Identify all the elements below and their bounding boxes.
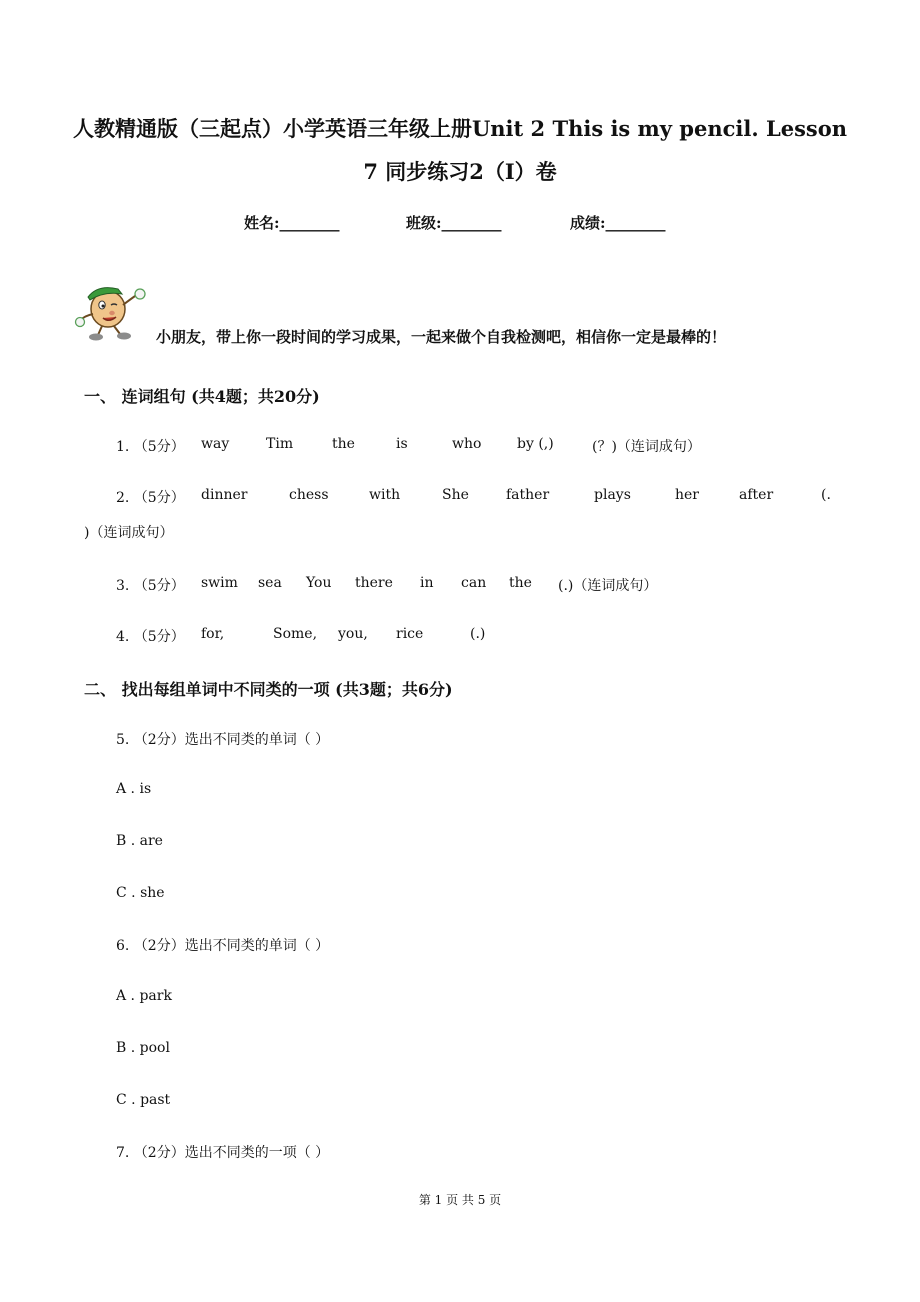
scrambled-word: who bbox=[452, 436, 482, 452]
page-footer: 第 1 页 共 5 页 bbox=[418, 1193, 502, 1207]
scrambled-word: Tim bbox=[266, 436, 294, 452]
name-field: 姓名:________ bbox=[244, 214, 340, 232]
question-number: 4. （5分） bbox=[116, 629, 185, 645]
scrambled-word: swim bbox=[201, 575, 238, 591]
section-heading: 二、 找出每组单词中不同类的一项 (共3题；共6分) bbox=[84, 680, 453, 699]
scrambled-word: after bbox=[739, 487, 774, 503]
question-number: 3. （5分） bbox=[116, 578, 185, 594]
scrambled-word: for, bbox=[201, 626, 225, 642]
scrambled-word: the bbox=[509, 575, 532, 591]
scrambled-word: plays bbox=[594, 487, 631, 503]
scrambled-word: Some, bbox=[273, 626, 318, 642]
option-c: C . past bbox=[116, 1092, 171, 1108]
intro-text: 小朋友，带上你一段时间的学习成果，一起来做个自我检测吧，相信你一定是最棒的！ bbox=[156, 328, 727, 346]
question-hint: (.)（连词成句） bbox=[558, 578, 658, 594]
question-1 bbox=[0, 436, 920, 456]
question-6-stem: 6. （2分）选出不同类的单词（ ） bbox=[116, 938, 330, 954]
score-field: 成绩:________ bbox=[570, 214, 666, 232]
scrambled-word: way bbox=[201, 436, 230, 452]
option-b: B . pool bbox=[116, 1040, 170, 1056]
scrambled-word: father bbox=[506, 487, 550, 503]
question-hint: (.) bbox=[470, 626, 486, 642]
scrambled-word: you, bbox=[338, 626, 368, 642]
scrambled-word: her bbox=[675, 487, 699, 503]
scrambled-word: there bbox=[355, 575, 393, 591]
question-2 bbox=[0, 487, 920, 507]
question-number: 1. （5分） bbox=[116, 439, 185, 455]
scrambled-word: You bbox=[306, 575, 332, 591]
option-b: B . are bbox=[116, 833, 163, 849]
scrambled-word: dinner bbox=[201, 487, 248, 503]
question-hint: (. bbox=[821, 487, 831, 503]
scrambled-word: She bbox=[442, 487, 469, 503]
scrambled-word: sea bbox=[258, 575, 282, 591]
scrambled-word: with bbox=[369, 487, 401, 503]
section-heading: 一、 连词组句 (共4题；共20分) bbox=[84, 387, 320, 406]
scrambled-word: the bbox=[332, 436, 355, 452]
scrambled-word: rice bbox=[396, 626, 424, 642]
scrambled-word: can bbox=[461, 575, 487, 591]
question-7-stem: 7. （2分）选出不同类的一项（ ） bbox=[116, 1145, 330, 1161]
cartoon-mascot-icon bbox=[74, 280, 152, 342]
option-a: A . park bbox=[116, 988, 172, 1004]
option-c: C . she bbox=[116, 885, 165, 901]
question-2-continuation: )（连词成句） bbox=[84, 525, 174, 541]
question-5-stem: 5. （2分）选出不同类的单词（ ） bbox=[116, 732, 330, 748]
question-4 bbox=[0, 626, 920, 646]
scrambled-word: is bbox=[396, 436, 408, 452]
page-title-line-1: 人教精通版（三起点）小学英语三年级上册Unit 2 This is my pencil. Lesson bbox=[72, 116, 848, 141]
question-number: 2. （5分） bbox=[116, 490, 185, 506]
class-field: 班级:________ bbox=[406, 214, 502, 232]
scrambled-word: chess bbox=[289, 487, 329, 503]
page-title-line-2: 7 同步练习2（I）卷 bbox=[363, 159, 557, 184]
scrambled-word: by (,) bbox=[517, 436, 554, 452]
question-hint: (？)（连词成句） bbox=[592, 439, 701, 455]
question-3 bbox=[0, 575, 920, 595]
scrambled-word: in bbox=[420, 575, 434, 591]
option-a: A . is bbox=[116, 781, 152, 797]
